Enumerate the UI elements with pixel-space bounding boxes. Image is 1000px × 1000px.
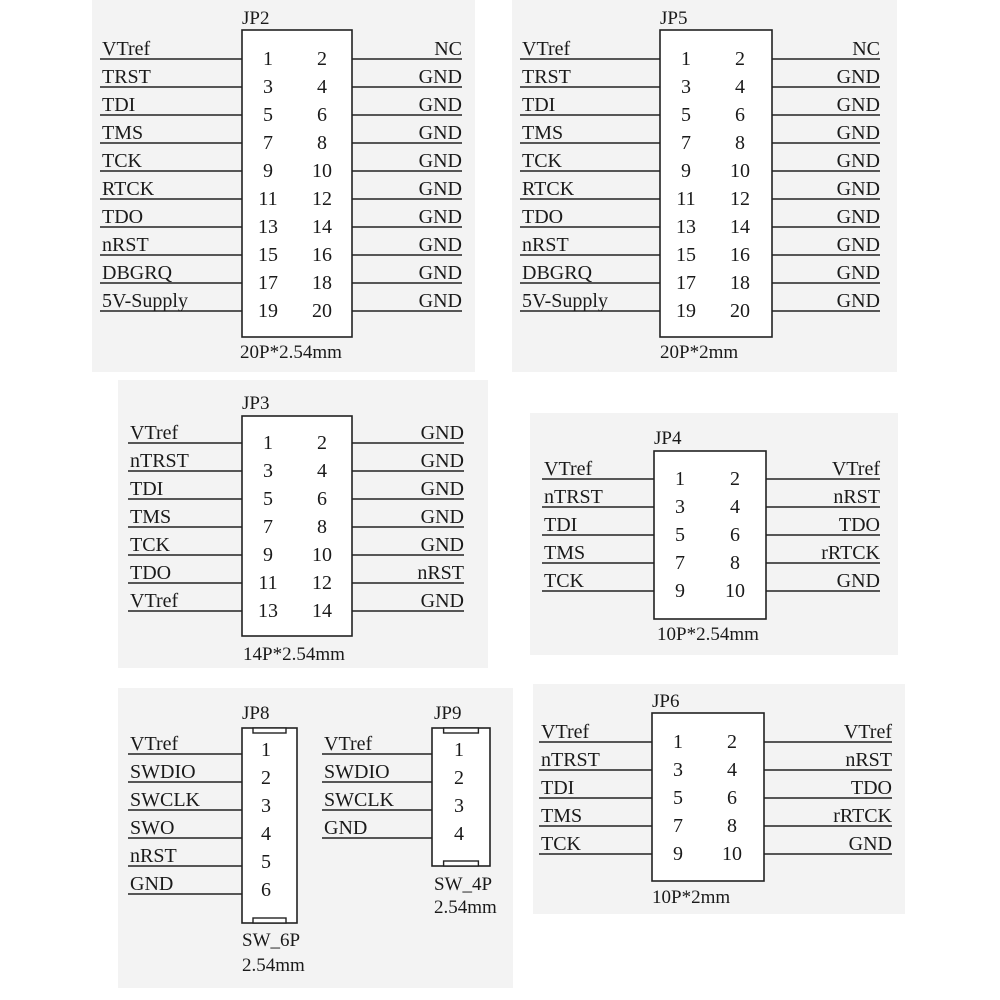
pin-number: 1 <box>675 468 685 490</box>
connector-title: JP4 <box>654 428 682 449</box>
pin-number: 6 <box>727 787 737 809</box>
right-signal-label: GND <box>418 178 462 200</box>
left-signal-label: VTref <box>324 733 373 755</box>
pin-number: 1 <box>263 432 273 454</box>
pin-number: 8 <box>727 815 737 837</box>
left-signal-label: VTref <box>522 38 571 60</box>
connector-spec: SW_4P <box>434 874 493 895</box>
left-signal-label: TMS <box>544 542 586 564</box>
pin-number: 7 <box>263 516 273 538</box>
pin-number: 17 <box>258 272 278 294</box>
left-signal-label: GND <box>324 817 368 839</box>
pin-number: 5 <box>261 851 271 873</box>
pin-number: 20 <box>312 300 332 322</box>
left-signal-label: TMS <box>541 805 583 827</box>
pin-number: 13 <box>258 216 278 238</box>
right-signal-label: TDO <box>850 777 892 799</box>
pin-number: 5 <box>681 104 691 126</box>
right-signal-label: GND <box>418 122 462 144</box>
pin-number: 6 <box>261 879 271 901</box>
right-signal-label: GND <box>418 94 462 116</box>
left-signal-label: SWDIO <box>130 761 196 783</box>
left-signal-label: GND <box>130 873 174 895</box>
pin-number: 5 <box>673 787 683 809</box>
pin-number: 7 <box>263 132 273 154</box>
pin-number: 12 <box>312 188 332 210</box>
pin-number: 8 <box>317 516 327 538</box>
pin-number: 9 <box>673 843 683 865</box>
connector-title: JP3 <box>242 393 270 414</box>
pin-number: 19 <box>676 300 696 322</box>
connector-jp9 <box>322 703 497 918</box>
pin-number: 11 <box>258 188 278 210</box>
pin-number: 5 <box>263 104 273 126</box>
pin-number: 4 <box>261 823 271 845</box>
right-signal-label: GND <box>836 66 880 88</box>
right-signal-label: nRST <box>845 749 892 771</box>
pin-number: 2 <box>735 48 745 70</box>
left-signal-label: TRST <box>102 66 151 88</box>
right-signal-label: rRTCK <box>833 805 892 827</box>
key-notch-top <box>253 728 286 733</box>
connector-jp8 <box>128 703 305 976</box>
right-signal-label: GND <box>418 290 462 312</box>
pin-number: 18 <box>312 272 332 294</box>
right-signal-label: GND <box>836 290 880 312</box>
right-signal-label: GND <box>420 450 464 472</box>
right-signal-label: NC <box>852 38 880 60</box>
pin-number: 16 <box>730 244 750 266</box>
pin-number: 1 <box>673 731 683 753</box>
pin-number: 10 <box>312 160 332 182</box>
left-signal-label: TCK <box>544 570 584 592</box>
left-signal-label: TDI <box>522 94 556 116</box>
left-signal-label: DBGRQ <box>102 262 173 284</box>
pin-number: 6 <box>317 104 327 126</box>
connector-spec: 10P*2.54mm <box>657 624 759 645</box>
connector-title: JP2 <box>242 8 270 29</box>
connector-jp4 <box>542 428 881 645</box>
connector-body <box>652 713 764 881</box>
pin-number: 17 <box>676 272 696 294</box>
pin-number: 3 <box>681 76 691 98</box>
right-signal-label: VTref <box>843 721 892 743</box>
left-signal-label: TCK <box>102 150 142 172</box>
pin-number: 10 <box>730 160 750 182</box>
left-signal-label: VTref <box>102 38 151 60</box>
right-signal-label: GND <box>420 506 464 528</box>
pin-number: 8 <box>735 132 745 154</box>
connector-title: JP9 <box>434 703 462 724</box>
pin-number: 9 <box>263 544 273 566</box>
right-signal-label: GND <box>418 66 462 88</box>
pin-number: 14 <box>730 216 750 238</box>
right-signal-label: GND <box>836 206 880 228</box>
left-signal-label: VTref <box>130 590 179 612</box>
right-signal-label: GND <box>418 234 462 256</box>
pin-number: 1 <box>681 48 691 70</box>
left-signal-label: VTref <box>130 733 179 755</box>
pin-number: 1 <box>263 48 273 70</box>
pin-number: 6 <box>730 524 740 546</box>
connector-title: JP8 <box>242 703 270 724</box>
right-signal-label: VTref <box>831 458 880 480</box>
left-signal-label: TMS <box>102 122 144 144</box>
pin-number: 2 <box>454 767 464 789</box>
right-signal-label: GND <box>836 178 880 200</box>
pin-number: 4 <box>727 759 737 781</box>
right-signal-label: GND <box>836 122 880 144</box>
pin-number: 15 <box>258 244 278 266</box>
pin-number: 11 <box>258 572 278 594</box>
pin-number: 16 <box>312 244 332 266</box>
left-signal-label: nTRST <box>544 486 603 508</box>
pin-number: 14 <box>312 600 332 622</box>
pin-number: 14 <box>312 216 332 238</box>
left-signal-label: DBGRQ <box>522 262 593 284</box>
pin-number: 4 <box>317 76 327 98</box>
pin-number: 1 <box>454 739 464 761</box>
pin-number: 7 <box>681 132 691 154</box>
left-signal-label: nTRST <box>130 450 189 472</box>
pin-number: 2 <box>317 432 327 454</box>
left-signal-label: nRST <box>522 234 569 256</box>
left-signal-label: TRST <box>522 66 571 88</box>
pin-number: 9 <box>263 160 273 182</box>
left-signal-label: TDI <box>102 94 136 116</box>
pin-number: 4 <box>730 496 740 518</box>
pin-number: 3 <box>261 795 271 817</box>
pin-number: 15 <box>676 244 696 266</box>
key-notch-bottom <box>444 861 479 866</box>
left-signal-label: nRST <box>130 845 177 867</box>
connector-spec: 2.54mm <box>434 897 497 918</box>
right-signal-label: GND <box>836 150 880 172</box>
left-signal-label: 5V-Supply <box>522 290 608 312</box>
connector-jp6 <box>539 691 893 908</box>
left-signal-label: VTref <box>130 422 179 444</box>
connector-spec: 2.54mm <box>242 955 305 976</box>
right-signal-label: rRTCK <box>821 542 880 564</box>
right-signal-label: nRST <box>833 486 880 508</box>
pin-number: 18 <box>730 272 750 294</box>
pin-number: 9 <box>681 160 691 182</box>
pin-number: 2 <box>730 468 740 490</box>
left-signal-label: 5V-Supply <box>102 290 188 312</box>
pin-number: 3 <box>454 795 464 817</box>
pin-number: 11 <box>676 188 696 210</box>
left-signal-label: SWCLK <box>130 789 200 811</box>
connector-title: JP6 <box>652 691 680 712</box>
pin-number: 3 <box>263 76 273 98</box>
pin-number: 5 <box>675 524 685 546</box>
right-signal-label: GND <box>420 478 464 500</box>
right-signal-label: GND <box>836 234 880 256</box>
left-signal-label: TDI <box>541 777 575 799</box>
connector-jp3 <box>128 393 464 665</box>
pin-number: 13 <box>258 600 278 622</box>
pin-number: 2 <box>317 48 327 70</box>
right-signal-label: GND <box>836 262 880 284</box>
right-signal-label: GND <box>420 590 464 612</box>
pin-number: 3 <box>673 759 683 781</box>
pin-number: 10 <box>722 843 742 865</box>
pin-number: 8 <box>730 552 740 574</box>
pin-number: 12 <box>312 572 332 594</box>
key-notch-bottom <box>253 918 286 923</box>
right-signal-label: GND <box>420 422 464 444</box>
left-signal-label: TMS <box>522 122 564 144</box>
left-signal-label: VTref <box>541 721 590 743</box>
left-signal-label: TDO <box>130 562 172 584</box>
left-signal-label: TCK <box>130 534 170 556</box>
pin-number: 8 <box>317 132 327 154</box>
left-signal-label: SWCLK <box>324 789 394 811</box>
right-signal-label: nRST <box>417 562 464 584</box>
right-signal-label: GND <box>418 206 462 228</box>
pin-number: 7 <box>673 815 683 837</box>
right-signal-label: GND <box>836 570 880 592</box>
pin-number: 3 <box>263 460 273 482</box>
pin-number: 5 <box>263 488 273 510</box>
pin-number: 2 <box>261 767 271 789</box>
left-signal-label: VTref <box>544 458 593 480</box>
left-signal-label: TCK <box>522 150 562 172</box>
right-signal-label: GND <box>418 262 462 284</box>
left-signal-label: SWDIO <box>324 761 390 783</box>
left-signal-label: TCK <box>541 833 581 855</box>
connector-body <box>654 451 766 619</box>
pin-number: 19 <box>258 300 278 322</box>
connector-spec: 20P*2.54mm <box>240 342 342 363</box>
pin-number: 4 <box>735 76 745 98</box>
left-signal-label: TDI <box>544 514 578 536</box>
left-signal-label: nTRST <box>541 749 600 771</box>
left-signal-label: TMS <box>130 506 172 528</box>
pin-number: 4 <box>317 460 327 482</box>
connector-spec: SW_6P <box>242 930 301 951</box>
pin-number: 9 <box>675 580 685 602</box>
pin-number: 7 <box>675 552 685 574</box>
connector-jp2 <box>100 8 462 363</box>
left-signal-label: TDO <box>102 206 144 228</box>
pin-number: 10 <box>725 580 745 602</box>
pin-number: 20 <box>730 300 750 322</box>
left-signal-label: RTCK <box>102 178 155 200</box>
pin-number: 4 <box>454 823 464 845</box>
connector-spec: 10P*2mm <box>652 887 731 908</box>
left-signal-label: RTCK <box>522 178 575 200</box>
connector-jp5 <box>520 8 880 363</box>
right-signal-label: NC <box>434 38 462 60</box>
pin-number: 1 <box>261 739 271 761</box>
pin-number: 2 <box>727 731 737 753</box>
connector-spec: 14P*2.54mm <box>243 644 345 665</box>
right-signal-label: GND <box>418 150 462 172</box>
pin-number: 6 <box>317 488 327 510</box>
left-signal-label: TDI <box>130 478 164 500</box>
connector-spec: 20P*2mm <box>660 342 739 363</box>
left-signal-label: TDO <box>522 206 564 228</box>
right-signal-label: GND <box>848 833 892 855</box>
left-signal-label: SWO <box>130 817 175 839</box>
right-signal-label: GND <box>420 534 464 556</box>
left-signal-label: nRST <box>102 234 149 256</box>
pin-number: 13 <box>676 216 696 238</box>
connector-title: JP5 <box>660 8 688 29</box>
key-notch-top <box>444 728 479 733</box>
pin-number: 10 <box>312 544 332 566</box>
right-signal-label: GND <box>836 94 880 116</box>
pin-number: 6 <box>735 104 745 126</box>
pin-number: 3 <box>675 496 685 518</box>
pin-number: 12 <box>730 188 750 210</box>
right-signal-label: TDO <box>838 514 880 536</box>
